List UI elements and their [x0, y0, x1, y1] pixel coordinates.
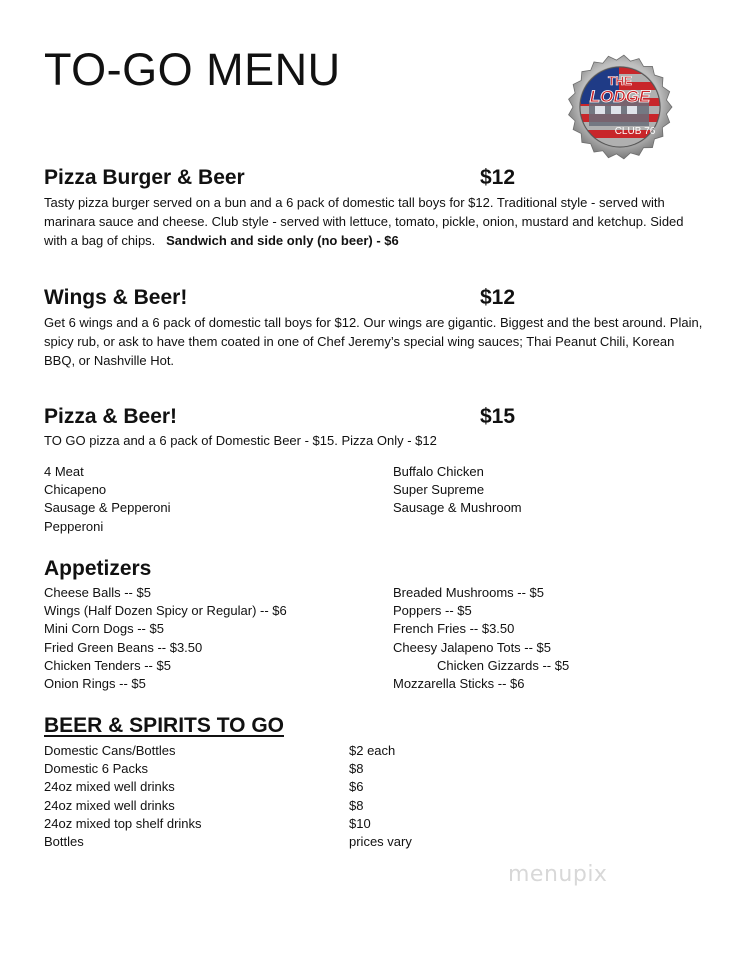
list-item: Cheese Balls -- $5	[44, 585, 151, 600]
price-wings: $12	[480, 286, 516, 309]
list-item: 4 Meat	[44, 464, 84, 479]
list-item: Super Supreme	[393, 482, 485, 498]
list-item: $8	[349, 761, 364, 777]
lodge-logo	[567, 54, 673, 160]
section-title-beer-spirits: BEER & SPIRITS TO GO	[44, 714, 284, 737]
list-item: Breaded Mushrooms -- $5	[393, 585, 545, 600]
list-item: $2 each	[349, 743, 396, 758]
list-item: $10	[349, 815, 371, 831]
menupix-watermark: menupix	[508, 862, 608, 887]
list-item: $6	[349, 779, 364, 795]
list-item: 24oz mixed well drinks	[44, 797, 175, 813]
section-title-appetizers: Appetizers	[44, 557, 152, 580]
pizza-list-right	[393, 463, 522, 518]
list-item: prices vary	[349, 834, 412, 850]
pizza-list-left	[44, 463, 170, 536]
pizza-burger-desc-text: Tasty pizza burger served on a bun and a 6 pack of domestic tall boys for $12. Traditional style - served with marinara sauce and cheese. Club style - served with lettuce, tomato, pickle, onion, mustard and ketchup. Sided with a bag of chips.	[44, 195, 684, 248]
list-item: Chicken Tenders -- $5	[44, 657, 171, 673]
list-item: Domestic Cans/Bottles	[44, 743, 176, 758]
wings-description: Get 6 wings and a 6 pack of domestic tall boys for $12. Our wings are gigantic. Biggest and the best around. Plain, spicy rub, or ask to have them coated in one of Chef Jeremy’s special wing sauces; Thai Peanut Chili, Korean BBQ, or Nashville Hot.	[44, 315, 703, 368]
price-pizza-burger: $12	[480, 166, 516, 189]
appetizers-list-right	[393, 584, 569, 693]
beer-items-list	[44, 742, 202, 851]
list-item: Buffalo Chicken	[393, 464, 484, 479]
page-title: TO-GO MENU	[44, 44, 341, 95]
pizza-description: TO GO pizza and a 6 pack of Domestic Beer - $15. Pizza Only - $12	[44, 433, 437, 448]
list-item: Cheesy Jalapeno Tots -- $5	[393, 639, 552, 655]
list-item: Pepperoni	[44, 518, 104, 534]
price-pizza: $15	[480, 405, 516, 428]
section-title-wings: Wings & Beer!	[44, 286, 188, 309]
list-item: Onion Rings -- $5	[44, 676, 146, 692]
appetizers-list-left	[44, 584, 287, 693]
section-title-pizza: Pizza & Beer!	[44, 405, 178, 428]
list-item: Chicapeno	[44, 482, 107, 498]
beer-prices-list	[349, 742, 412, 851]
list-item: 24oz mixed top shelf drinks	[44, 815, 202, 831]
list-item: Domestic 6 Packs	[44, 761, 149, 777]
list-item: Mozzarella Sticks -- $6	[393, 676, 525, 692]
list-item: Chicken Gizzards -- $5	[437, 657, 570, 673]
list-item: $8	[349, 797, 364, 813]
list-item: Fried Green Beans -- $3.50	[44, 639, 203, 655]
list-item: 24oz mixed well drinks	[44, 779, 175, 795]
list-item: Poppers -- $5	[393, 603, 472, 619]
list-item: Sausage & Pepperoni	[44, 500, 171, 516]
list-item: Bottles	[44, 834, 84, 850]
section-title-pizza-burger: Pizza Burger & Beer	[44, 166, 245, 189]
logo-text-the: THE	[608, 74, 632, 88]
pizza-burger-description	[44, 193, 704, 250]
logo-text-club: CLUB 76	[614, 126, 656, 137]
bottle-cap-icon	[567, 54, 673, 160]
pizza-burger-sandwich-only: Sandwich and side only (no beer) - $6	[166, 233, 399, 248]
list-item: French Fries -- $3.50	[393, 621, 515, 637]
list-item: Sausage & Mushroom	[393, 500, 522, 516]
logo-text-lodge: LODGE	[589, 87, 651, 106]
list-item: Wings (Half Dozen Spicy or Regular) -- $6	[44, 603, 287, 619]
list-item: Mini Corn Dogs -- $5	[44, 621, 164, 637]
